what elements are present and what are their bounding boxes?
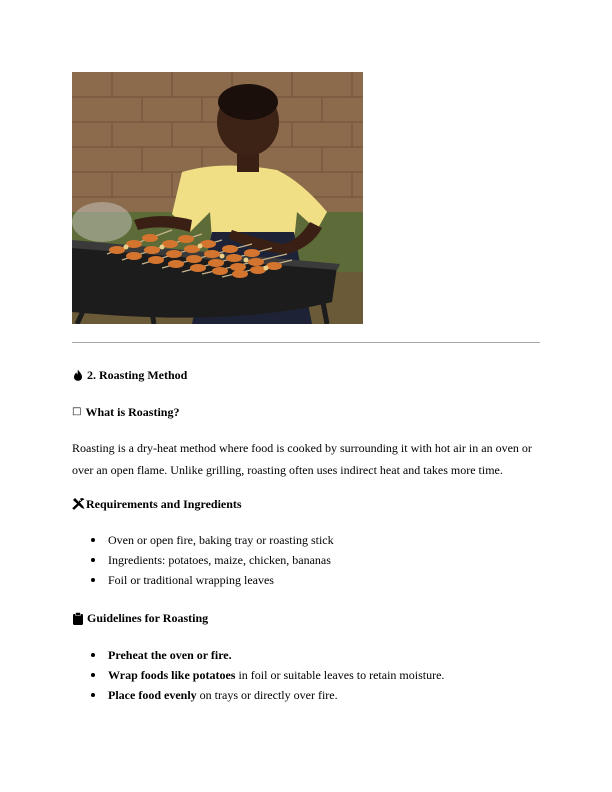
list-item: Oven or open fire, baking tray or roasting stick <box>72 530 540 550</box>
subheading-requirements-title: Requirements and Ingredients <box>86 497 242 511</box>
missing-glyph-icon: □ <box>72 406 82 417</box>
guidelines-list <box>72 645 540 705</box>
subheading-what-title: What is Roasting? <box>85 405 180 419</box>
list-item: Foil or traditional wrapping leaves <box>72 570 540 590</box>
list-item <box>72 645 540 665</box>
subheading-what <box>72 405 179 419</box>
subheading-requirements <box>72 497 242 511</box>
guideline-bold: Wrap foods like potatoes <box>108 668 236 682</box>
guideline-rest: on trays or directly over fire. <box>196 688 338 702</box>
horizontal-rule <box>72 342 540 343</box>
list-item: Ingredients: potatoes, maize, chicken, bananas <box>72 550 540 570</box>
list-item <box>72 685 540 705</box>
section-heading <box>72 368 187 382</box>
section-title: 2. Roasting Method <box>87 368 188 382</box>
boy-grilling-photo <box>72 72 363 324</box>
subheading-guidelines-title: Guidelines for Roasting <box>87 611 209 625</box>
fire-icon <box>72 369 84 381</box>
guideline-rest: in foil or suitable leaves to retain moisture. <box>235 668 445 682</box>
clipboard-icon <box>72 612 84 624</box>
guideline-bold: Preheat the oven or fire. <box>108 648 232 662</box>
tools-icon <box>72 498 84 510</box>
subheading-guidelines <box>72 611 208 625</box>
roasting-definition-paragraph: Roasting is a dry-heat method where food is cooked by surrounding it with hot air in an oven or over an open flame. Unlike grilling, roasting often uses indirect heat and takes more time. <box>72 441 532 477</box>
guideline-bold: Place food evenly <box>108 688 197 702</box>
photo-illustration <box>72 72 363 324</box>
requirements-list <box>72 530 540 590</box>
list-item <box>72 665 540 685</box>
